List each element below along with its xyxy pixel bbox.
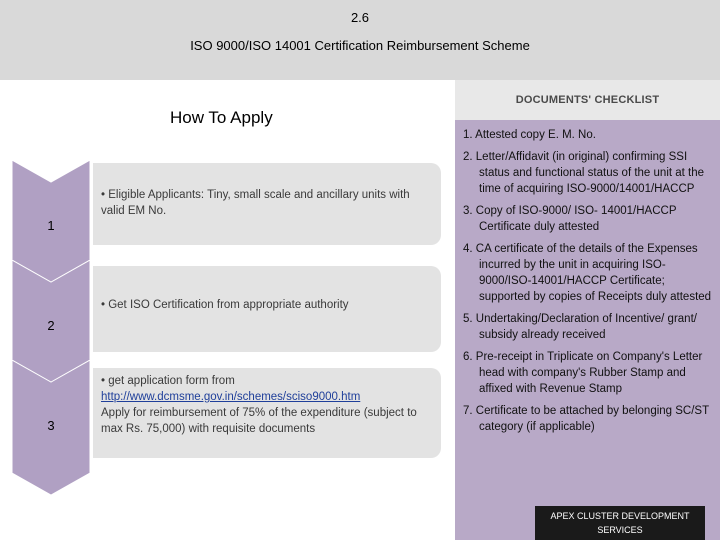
step-3-number: 3 (47, 418, 55, 433)
checklist-item: 5. Undertaking/Declaration of Incentive/ grant/ subsidy already received (463, 313, 697, 341)
footer-badge (535, 506, 705, 540)
step-3-text-suffix: Apply for reimbursement of 75% of the expenditure (subject to max Rs. 75,000) with requisite documents (101, 407, 417, 435)
checklist-item: 7. Certificate to be attached by belonging SC/ST category (if applicable) (463, 405, 709, 433)
step-1-text: • Eligible Applicants: Tiny, small scale and ancillary units with valid EM No. (101, 189, 410, 217)
checklist-heading: DOCUMENTS' CHECKLIST (455, 80, 720, 120)
step-2-box (93, 266, 441, 352)
section-number: 2.6 (350, 10, 370, 25)
step-2-text: • Get ISO Certification from appropriate authority (101, 299, 349, 311)
checklist-item: 6. Pre-receipt in Triplicate on Company's Letter head with company's Rubber Stamp and affixed with Revenue Stamp (463, 351, 703, 395)
footer-line-2: SERVICES (597, 525, 643, 535)
slide-title: ISO 9000/ISO 14001 Certification Reimbursement Scheme (190, 38, 530, 53)
how-to-apply-heading: How To Apply (170, 108, 273, 127)
step-3-box (93, 368, 441, 458)
step-3-text-prefix: • get application form from (101, 375, 235, 387)
step-3-chevron (12, 360, 90, 495)
footer-line-1: APEX CLUSTER DEVELOPMENT (550, 511, 690, 521)
step-2-number: 2 (47, 318, 55, 333)
checklist-list (455, 124, 720, 438)
slide-header (0, 0, 720, 80)
documents-checklist-panel (455, 80, 720, 540)
checklist-item: 1. Attested copy E. M. No. (463, 129, 596, 141)
step-1-box (93, 163, 441, 245)
step-1-number: 1 (47, 218, 55, 233)
checklist-item: 3. Copy of ISO-9000/ ISO- 14001/HACCP Certificate duly attested (463, 205, 677, 233)
checklist-item: 4. CA certificate of the details of the Expenses incurred by the unit in acquiring ISO-9000/ISO-14001/HACCP Certificate; supported by copies of Receipts duly attested (463, 243, 712, 303)
application-form-link[interactable]: http://www.dcmsme.gov.in/schemes/sciso9000.htm (101, 391, 361, 403)
step-3-text (101, 373, 423, 437)
checklist-item: 2. Letter/Affidavit (in original) confirming SSI status and functional status of the unit at the time of acquiring ISO-9000/14001/HACCP (463, 151, 705, 195)
